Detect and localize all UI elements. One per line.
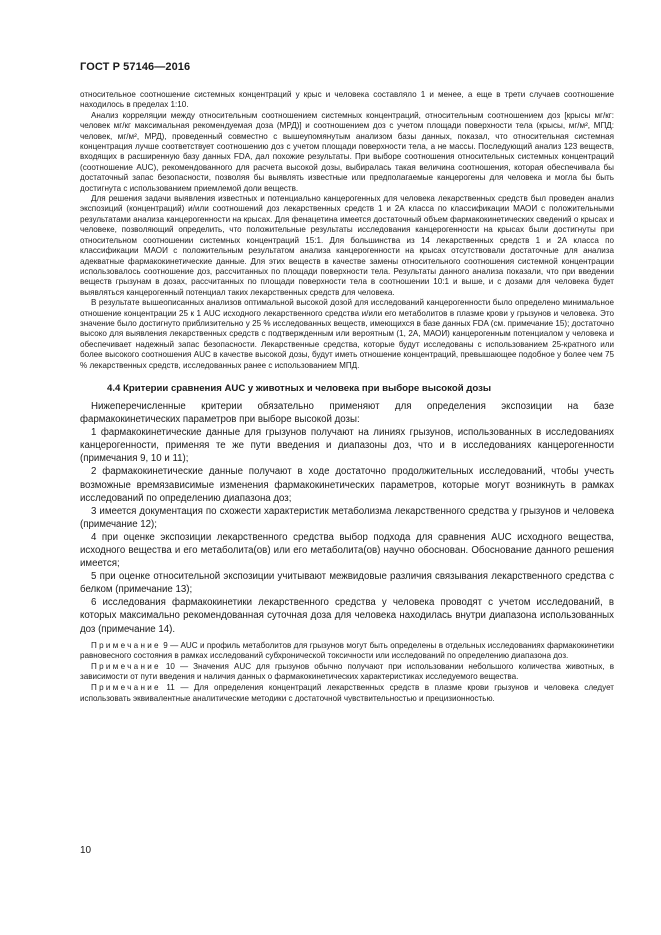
paragraph-carcinogen-detection: Для решения задачи выявления известных и потенциально канцерогенных для человека лекарственных средств был проведен анализ экспозиций (концентраций) и/или соотношений доз лекарственных средств 1 и 2А класса по классификации МАОИ с положительными результатами анализа канцерогенности на крысах. Для фенацетина имеется достаточный объем фармакокинетических сведений о крысах и человеке, позволяющий определить, что положительные результаты исследования канцерогенности на крысах были достигнуты при относительном соотношении системных концентраций 15:1. Для большинства из 14 лекарственных средств 1 и 2А класса по классификации МАОИ с положительным результатом анализа канцерогенности на крысах отсутствовали достаточные для анализа адекватные фармакокинетические данные. Для этих веществ в качестве замены относительного соотношения системной концентрации использовалось соотношение доз, рассчитанных по площади поверхности тела. Результаты данного анализа показали, что при введении веществ грызунам в дозах, рассчитанных по площади поверхности тела в соотношении 10:1 и выше, и с дозами для человека будет выявляться канцерогенный потенциал таких лекарственных средств для человека. [80, 194, 614, 297]
criterion-3: 3 имеется документация по схожести характеристик метаболизма лекарственного средства у грызунов и человека (примечание 12); [80, 505, 614, 530]
page-number: 10 [80, 845, 92, 856]
note-number: 11 [166, 683, 175, 693]
criteria-intro: Нижеперечисленные критерии обязательно применяют для определения экспозиции на базе фармакокинетических параметров при выборе высокой дозы: [80, 400, 614, 426]
paragraph-continuation: относительное соотношение системных концентраций у крыс и человека составляло 1 и менее, а еще в трети случаев соотношение находилось в пределах 1:10. [80, 90, 614, 110]
note-10 [80, 662, 614, 682]
paragraph-correlation-analysis: Анализ корреляции между относительным соотношением системных концентраций, относительным соотношением доз [крысы мг/кг: человек мг/кг максимальная рекомендуемая доза (МРД)] и соотношением доз с учетом площади поверхности тела (крысы, мг/м², МПД: человек, мг/м², МРД), проведенный совместно с вышеупомянутым анализом базы данных, показал, что относительная системная концентрация лучше соответствует соотношению доз с учетом площади поверхности тела, а не массы. Последующий анализ 123 веществ, входящих в расширенную базу данных FDA, дал похожие результаты. При выборе соотношения относительных системных концентраций (соотношение AUC), рекомендованного для расчета высокой дозы, выбиралась такая величина соотношения, которая обеспечивала бы достаточный запас безопасности, позволяя бы выявлять известные или предполагаемые канцерогены для человека и могла бы быть достигнута с использованием приемлемой доли веществ. [80, 110, 614, 193]
intro-block [80, 90, 614, 371]
note-label: Примечание [91, 640, 161, 650]
note-text: — Для определения концентраций лекарственных средств в плазме крови грызунов и человека следует использовать эквивалентные аналитические методики с достаточной чувствительностью и прецизионностью. [80, 683, 615, 703]
criterion-6: 6 исследования фармакокинетики лекарственного средства у человека проводят с учетом исследований, в которых максимально рекомендованная суточная доза для человека находилась внутри диапазона использованных доз (примечание 14). [80, 597, 614, 635]
criterion-5: 5 при оценке относительной экспозиции учитывают межвидовые различия связывания лекарственного средства с белком (примечание 13); [80, 571, 614, 596]
note-number: 9 [163, 640, 168, 650]
section-heading: 4.4 Критерии сравнения AUC у животных и человека при выборе высокой дозы [107, 382, 492, 394]
criterion-2: 2 фармакокинетические данные получают в ходе достаточно продолжительных исследований, чтобы учесть возможные времязависимые изменения фармакокинетических параметров, которые могут возникнуть в рамках исследований по определению диапазона доз; [80, 466, 614, 504]
note-11 [80, 683, 614, 703]
note-text: — AUC и профиль метаболитов для грызунов могут быть определены в отдельных исследованиях фармакокинетики равновесного состояния в рамках исследований субхронической токсичности или исследований по определению диапазона доз. [80, 640, 614, 660]
criteria-block [80, 400, 614, 636]
criterion-1: 1 фармакокинетические данные для грызунов получают на линиях грызунов, использованных в исследованиях канцерогенности, применяя те же пути введения и диапазоны доз, что и в исследованиях канцерогенности (примечания 9, 10 и 11); [80, 427, 614, 465]
criterion-4: 4 при оценке экспозиции лекарственного средства выбор подхода для сравнения AUC исходного вещества, исходного вещества и его метаболита(ов) или его метаболита(ов) научно обоснован. Обоснование данного решения имеется; [80, 531, 614, 570]
note-text: — Значения AUC для грызунов обычно получают при использовании небольшого количества животных, в зависимости от пути введения и наличия данных о фармакокинетических характеристиках исследуемого вещества. [80, 662, 614, 682]
note-label: Примечание [91, 683, 161, 693]
note-9 [80, 641, 614, 661]
standard-header: ГОСТ Р 57146—2016 [80, 61, 191, 73]
notes-block [80, 641, 614, 704]
paragraph-analysis-results: В результате вышеописанных анализов оптимальной высокой дозой для исследований канцерогенности было определено минимальное отношение концентрации 25 к 1 AUC исходного лекарственного средства и/или его метаболитов в плазме крови у грызунов и человека. Это значение было достигнуто приблизительно у 25 % исследованных веществ, имеющихся в базе данных FDA (см. примечание 15); достаточно высоко для выявления лекарственных средств с подтвержденным или вероятным (1, 2А, МАОИ) канцерогенным потенциалом у человека и обеспечивает надежный запас безопасности. Лекарственные средства, которые будут исследованы с использованием 25-кратного или более высокого соотношения AUC в качестве высокой дозы, будут иметь отношение концентраций, превышающее подобное у более чем 75 % лекарственных средств, исследованных ранее с использованием МПД. [80, 298, 614, 370]
page-content [80, 90, 614, 704]
note-label: Примечание [91, 662, 161, 672]
note-number: 10 [165, 662, 175, 672]
